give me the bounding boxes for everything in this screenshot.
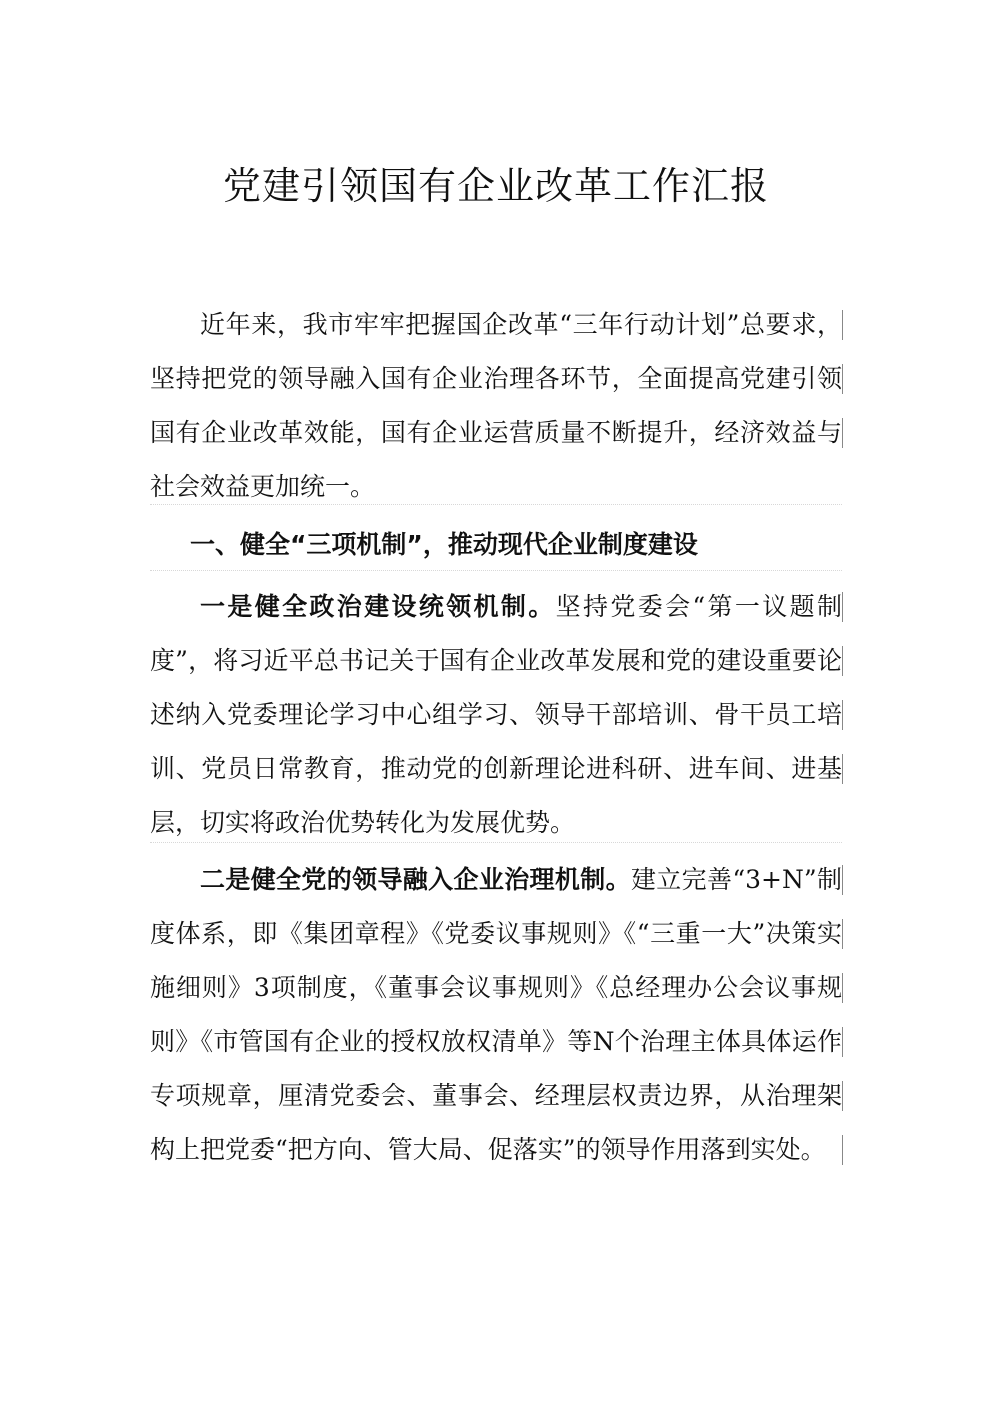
margin-rule-mark xyxy=(842,646,843,676)
margin-rule-mark xyxy=(842,919,843,949)
document-title: 党建引领国有企业改革工作汇报 xyxy=(222,164,769,208)
section-divider xyxy=(150,842,842,843)
margin-rule-mark xyxy=(842,973,843,1003)
paragraph-2-block xyxy=(150,853,842,1177)
section-divider xyxy=(150,570,842,571)
paragraph-2 xyxy=(150,853,842,1177)
margin-rule-mark xyxy=(842,1027,843,1057)
margin-rule-mark xyxy=(842,310,843,340)
paragraph-2-lead: 二是健全党的领导融入企业治理机制。 xyxy=(200,865,631,894)
section-heading: 一、健全“三项机制”，推动现代企业制度建设 xyxy=(190,530,698,559)
section-heading-block xyxy=(150,518,842,572)
margin-rule-mark xyxy=(842,592,843,622)
margin-rule-mark xyxy=(842,364,843,394)
paragraph-1-lead: 一是健全政治建设统领机制。 xyxy=(200,592,556,621)
intro-paragraph: 近年来，我市牢牢把握国企改革“三年行动计划”总要求，坚持把党的领导融入国有企业治理各环节，全面提高党建引领国有企业改革效能，国有企业运营质量不断提升，经济效益与社会效益更加统一。 xyxy=(150,310,842,501)
paragraph-1-block xyxy=(150,580,842,850)
margin-rule-mark xyxy=(842,700,843,730)
paragraph-2-body: 建立完善“3+N”制度体系，即《集团章程》《党委议事规则》《“三重一大”决策实施细则》3项制度，《董事会议事规则》《总经理办公会议事规则》《市管国有企业的授权放权清单》等N个治理主体具体运作专项规章，厘清党委会、董事会、经理层权责边界，从治理架构上把党委“把方向、管大局、促落实”的领导作用落到实处。 xyxy=(150,865,842,1164)
margin-rule-mark xyxy=(842,865,843,895)
paragraph-1 xyxy=(150,580,842,850)
margin-rule-mark xyxy=(842,754,843,784)
paragraph-1-body: 坚持党委会“第一议题制度”，将习近平总书记关于国有企业改革发展和党的建设重要论述纳入党委理论学习中心组学习、领导干部培训、骨干员工培训、党员日常教育，推动党的创新理论进科研、进车间、进基层，切实将政治优势转化为发展优势。 xyxy=(150,592,842,837)
section-divider xyxy=(150,504,842,505)
intro-paragraph-block xyxy=(150,298,842,514)
margin-rule-mark xyxy=(842,418,843,448)
margin-rule-mark xyxy=(842,1081,843,1111)
margin-rule-mark xyxy=(842,1135,843,1165)
